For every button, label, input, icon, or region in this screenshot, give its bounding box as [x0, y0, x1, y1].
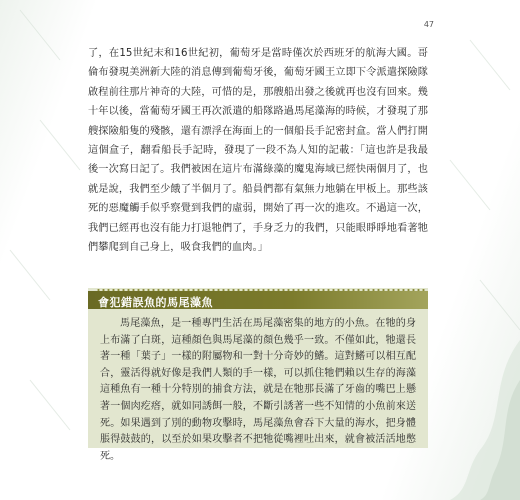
page-number: 47 [423, 20, 434, 29]
sidebar-body-text [100, 316, 416, 465]
sidebar-box [88, 288, 428, 462]
main-body-text [88, 44, 428, 257]
sidebar-paragraph: 馬尾藻魚，是一種專門生活在馬尾藻密集的地方的小魚。在牠的身上布滿了白斑，這種顏色與馬尾藻的顏色幾乎一致。不僅如此，牠還長著一種「葉子」一樣的附屬物和一對十分奇妙的鰭。這對鰭可以相互配合，靈活得就好像是我們人類的手一樣，可以抓住牠們賴以生存的海藻這種魚有一種十分特別的捕食方法，就是在牠那長滿了牙齒的嘴巴上懸著一個肉疙瘩，就如同誘餌一般，不斷引誘著一些不知情的小魚前來送死。如果遇到了別的動物攻擊時，馬尾藻魚會吞下大量的海水，把身體脹得鼓鼓的，以至於如果攻擊者不把牠從嘴裡吐出來，就會被活活地憋死。 [100, 318, 416, 462]
wave-decoration [410, 340, 520, 500]
sidebar-header [88, 288, 428, 310]
sidebar-title: 會犯錯誤魚的馬尾藻魚 [98, 296, 213, 309]
body-paragraph: 了，在15世紀末和16世紀初，葡萄牙是當時僅次於西班牙的航海大國。哥倫布發現美洲新大陸的消息傳到葡萄牙後，葡萄牙國王立即下令派遣探險隊啟程前往那片神奇的大陸，可惜的是，那艘船出發之後就再也沒有回來。幾十年以後，當葡萄牙國王再次派遣的船隊路過馬尾藻海的時候，才發現了那艘探險船隻的殘骸，還有漂浮在海面上的一個船長手記密封盒。當人們打開這個盒子，翻看船長手記時，發現了一段不為人知的記載：「這也許是我最後一次寫日記了。我們被困在這片布滿綠藻的魔鬼海域已經快兩個月了，也就是說，我們至少餓了半個月了。船員們都有氣無力地躺在甲板上。那些該死的惡魔觸手似乎察覺到我們的虛弱，開始了再一次的進攻。不過這一次，我們已經再也沒有能力打退牠們了，手身乏力的我們，只能眼睜睜地看著牠們攀爬到自己身上，吸食我們的血肉。」 [88, 48, 428, 254]
